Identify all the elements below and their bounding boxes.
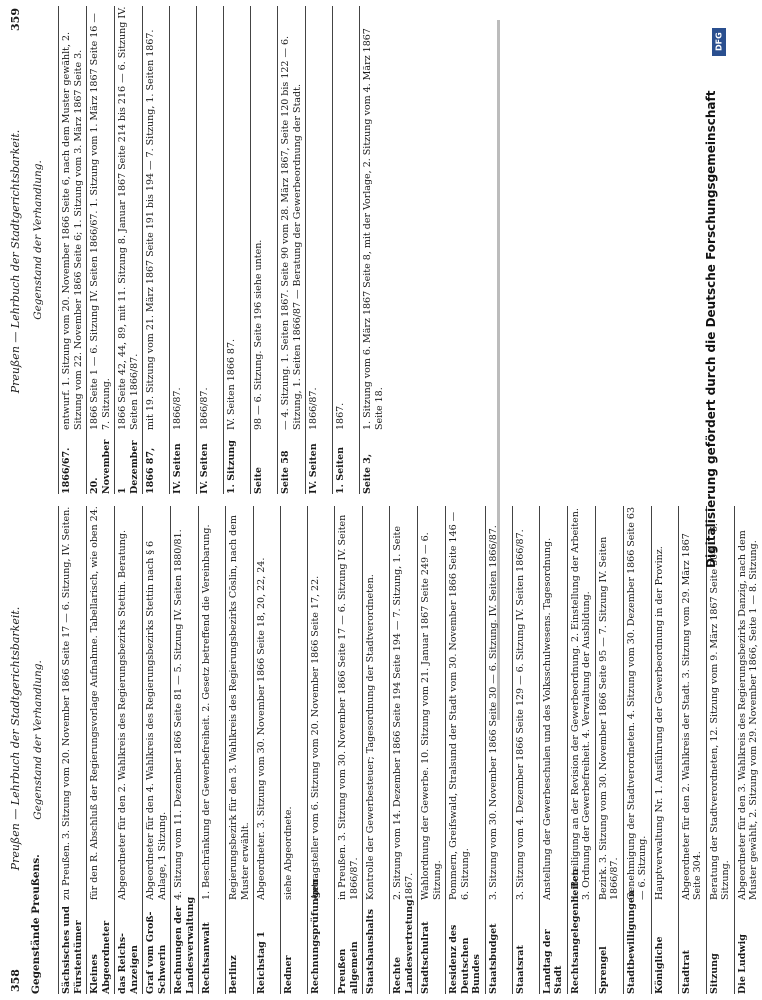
entry-label: Rechtsanwalt xyxy=(201,922,212,994)
entry-label: Graf vom Groß-Schwerin xyxy=(145,911,168,994)
entry-text: entwurf. 1. Sitzung vom 20. November 1866 Seite 6, nach dem Muster gewählt, 2. Sitzung vom 22. November 1866 Seite 6; 1. Sitzung vom 3. März 1867 Seite 3. xyxy=(61,31,84,430)
entry-label: 1. Seiten xyxy=(335,446,346,494)
entry-row xyxy=(277,6,305,494)
entry-row xyxy=(334,506,362,994)
entry-label: Sächsisches und Fürstentümer xyxy=(61,906,84,994)
entry-row xyxy=(307,506,334,994)
entry-row xyxy=(734,506,762,994)
entry-row xyxy=(223,6,250,494)
entry-text: 4. Sitzung vom 11. Dezember 1866 Seite 81 — 5. Sitzung IV. Seiten 1880/81. xyxy=(173,529,184,900)
entry-row xyxy=(58,506,86,994)
entry-label: Staatsbudget xyxy=(487,923,499,994)
entry-text: 1866/87. xyxy=(308,387,319,430)
entry-row xyxy=(445,506,485,994)
dfg-logo: DFG xyxy=(712,28,726,56)
entry-label: 1. Sitzung xyxy=(226,440,237,494)
entry-row xyxy=(567,506,595,994)
entry-text: Abgeordneter für den 4. Wahlkreis des Regierungsbezirks Stettin nach § 6 Anlage, 1 Sitzung. xyxy=(145,540,168,900)
entry-text: siehe Abgeordnete. xyxy=(283,806,294,900)
entry-label: Königliche xyxy=(653,936,665,994)
entry-row xyxy=(595,506,623,994)
entry-label: Residenz des Deutschen Bundes xyxy=(448,924,482,994)
entry-label: Landtag der Stadt xyxy=(541,929,564,994)
entry-text: Kontrolle der Gewerbesteuer; Tagesordnung der Stadtverordneten. xyxy=(365,574,376,900)
entry-text: Abgeordneter für den 3. Wahlkreis des Regierungsbezirks Danzig, nach dem Muster gewählt, 2. Sitzung vom 29. November 1866, Seite 1 — 8. Sitzung. xyxy=(736,530,759,900)
entry-text: zu Preußen. 3. Sitzung vom 20. November 1866 Seite 17 — 6. Sitzung, IV. Seiten. xyxy=(61,506,72,900)
entry-row xyxy=(225,506,253,994)
entry-row xyxy=(623,506,651,994)
entry-text: Pommern, Greifswald, Stralsund der Stadt vom 30. November 1866 Seite 146 — 6. Sitzung. xyxy=(448,511,471,900)
entry-text: Hauptverwaltung Nr. 1. Ausführung der Gewerbeordnung in der Provinz. xyxy=(653,546,665,900)
entry-text: 1. Beschränkung der Gewerbefreiheit. 2. Gesetz betreffend die Vereinbarung. xyxy=(201,524,212,900)
entry-row xyxy=(512,506,539,994)
entry-row xyxy=(58,6,86,494)
left-page xyxy=(0,500,759,1000)
dfg-stamp-text: Digitalisierung gefördert durch die Deutsche Forschungsgemeinschaft xyxy=(704,90,718,568)
right-running-head: Preußen — Lehrbuch der Stadtgerichtsbarkeit. xyxy=(8,129,22,394)
right-page xyxy=(0,0,730,500)
entry-text: für den R. Abschluß der Regierungsvorlage Aufnahme. Tabellarisch, wie oben 24. xyxy=(89,506,100,900)
entry-text: 1. Beteiligung an der Revision der Gewerbeordnung. 2. Einstellung der Arbeiten. 3. Ordnung der Gewerbefreiheit. 4. Verwaltung der Ausbildung. xyxy=(569,508,592,900)
entry-row xyxy=(678,506,706,994)
right-column-caption: Gegenstand der Verhandlung. xyxy=(32,160,44,320)
right-page-number: 359 xyxy=(8,8,22,31)
left-page-number: 358 xyxy=(8,969,22,992)
entry-text: in Preußen. 3. Sitzung vom 30. November 1866 Seite 17 — 6. Sitzung IV. Seiten 1866/87. xyxy=(337,514,360,900)
entry-row xyxy=(362,506,389,994)
entry-text: 1866 Seite 1 — 6. Sitzung IV. Seiten 1866/67. 1. Sitzung vom 1. März 1867 Seite 16 — 7. Sitzung. xyxy=(89,13,112,430)
entry-row xyxy=(280,506,307,994)
entry-row xyxy=(305,6,332,494)
entry-label: Stadtrat xyxy=(680,950,692,994)
entry-label: Preußen allgemein xyxy=(337,941,360,994)
entry-label: 1 Dezember xyxy=(117,440,140,494)
entry-label: Die Ludwig xyxy=(736,934,748,994)
entry-label: Redner xyxy=(283,955,294,994)
left-column-caption: Gegenstand der Verhandlung. xyxy=(32,660,44,820)
entry-row xyxy=(253,506,280,994)
entry-label: IV. Seiten xyxy=(308,443,319,494)
entry-row xyxy=(170,506,198,994)
entry-text: 1866/87. xyxy=(199,387,210,430)
entry-row xyxy=(142,6,169,494)
entry-text: Beratung der Stadtverordneten, 12. Sitzung vom 9. März 1867 Seite 304 — 6. Sitzung. xyxy=(708,523,731,900)
left-page-header xyxy=(6,508,24,992)
entry-label: Berlinz xyxy=(228,955,239,994)
left-side-caption: Gegenstände Preußens. xyxy=(30,854,42,994)
entry-text: Abgeordneter für den 2. Wahlkreis der Stadt. 3. Sitzung vom 29. März 1867 Seite 304. xyxy=(680,533,703,900)
entry-label: Sprengel xyxy=(597,946,609,994)
entry-text: 1866/87. xyxy=(172,387,183,430)
entry-text: Anstellung der Gewerbeschulen und des Volksschulwesens. Tagesordnung. xyxy=(541,537,553,900)
entry-row xyxy=(539,506,567,994)
entry-label: Seite 58 xyxy=(280,450,291,494)
entry-label: Kleines Abgeordneter xyxy=(89,920,112,994)
entry-text: Abgeordneter. 3. Sitzung vom 30. November 1866 Seite 18, 20, 22, 24. xyxy=(256,557,267,900)
entry-label: Seite xyxy=(253,467,264,494)
entry-row xyxy=(114,6,142,494)
entry-text: Regierungsbezirk für den 3. Wahlkreis des Regierungsbezirks Cöslin, nach dem Muster erwählt. xyxy=(228,515,251,900)
entry-label: Stadtbewilligungen xyxy=(625,890,637,994)
entry-row xyxy=(389,506,417,994)
entry-row xyxy=(196,6,223,494)
entry-text: 2. Sitzung vom 14. Dezember 1866 Seite 194 Seite 194 — 7. Sitzung, 1. Seite 1867. xyxy=(392,526,415,900)
left-running-head: Preußen — Lehrbuch der Stadtgerichtsbarkeit. xyxy=(8,606,22,871)
entry-text: 3. Sitzung vom 4. Dezember 1866 Seite 129 — 6. Sitzung IV. Seiten 1866/87. xyxy=(514,529,526,900)
entry-text: 1867. xyxy=(335,402,346,430)
right-entries xyxy=(58,6,387,494)
right-page-header xyxy=(6,8,24,492)
entry-row xyxy=(250,6,277,494)
entry-row xyxy=(359,6,387,494)
entry-row xyxy=(86,506,114,994)
entry-label: 1866 87, xyxy=(145,447,156,494)
entry-label: Rechnungen der Landesverwaltung xyxy=(173,896,196,994)
entry-label: 20. November xyxy=(89,439,112,494)
entry-text: Wahlordnung der Gewerbe. 10. Sitzung vom 21. Januar 1867 Seite 249 — 6. Sitzung. xyxy=(420,532,443,900)
left-entries xyxy=(58,506,762,994)
entry-text: Genehmigung der Stadtverordneten. 4. Sitzung vom 30. Dezember 1866 Seite 63 — 6. Sitzung. xyxy=(625,507,648,900)
entry-label: Staatsrat xyxy=(514,945,526,994)
entry-text: 3. Sitzung vom 30. November 1866 Seite 30 — 6. Sitzung. IV. Seiten 1866/87. xyxy=(487,525,499,900)
entry-label: Sitzung xyxy=(708,953,720,994)
entry-row xyxy=(485,506,512,994)
entry-label: Seite 3, xyxy=(362,453,373,494)
entry-label: Rechnungsprüfungen xyxy=(310,878,321,994)
entry-label: Rechte Landesvertretung xyxy=(392,899,415,994)
entry-row xyxy=(651,506,678,994)
entry-row xyxy=(417,506,445,994)
entry-text: Antragsteller vom 6. Sitzung vom 20. November 1866 Seite 17, 22. xyxy=(310,575,321,900)
entry-text: mit 19. Sitzung vom 21. März 1867 Seite 191 bis 194 — 7. Sitzung, 1. Seiten 1867. xyxy=(145,29,156,430)
entry-text: — 4. Sitzung. 1. Seiten 1867. Seite 90 vom 28. März 1867, Seite 120 bis 122 — 6. Sitzung, 1. Seiten 1866/87 — Beratung der Gewerbeordnung der Stadt. xyxy=(280,35,303,430)
entry-label: Stadtschulrat xyxy=(420,921,431,994)
entry-row xyxy=(198,506,225,994)
entry-row xyxy=(142,506,170,994)
entry-text: IV. Seiten 1866 87. xyxy=(226,338,237,430)
entry-text: 1. Sitzung vom 6. März 1867 Seite 8, mit der Vorlage, 2. Sitzung vom 4. März 1867 Seite 18. xyxy=(362,28,385,430)
entry-text: Abgeordneter für den 2. Wahlkreis des Regierungsbezirks Stettin. Beratung. xyxy=(117,530,128,900)
dfg-stamp xyxy=(704,28,728,588)
entry-row xyxy=(332,6,359,494)
entry-row xyxy=(86,6,114,494)
entry-label: 1866/67. xyxy=(61,447,72,494)
entry-label: Staatshaushalts xyxy=(365,908,376,994)
entry-label: das Reichs-Anzeigen xyxy=(117,933,140,994)
entry-row xyxy=(169,6,196,494)
entry-label: IV. Seiten xyxy=(172,443,183,494)
entry-label: IV. Seiten xyxy=(199,443,210,494)
entry-text: 1866 Seite 42, 44, 89, mit 11. Sitzung 8. Januar 1867 Seite 214 bis 216 — 6. Sitzung IV. Seiten 1866/87. xyxy=(117,6,140,430)
entry-label: Reichstag 1 xyxy=(256,931,267,994)
entry-text: Bezirk. 3. Sitzung vom 30. November 1866 Seite 95 — 7. Sitzung IV. Seiten 1866/87. xyxy=(597,536,620,900)
entry-text: 98 — 6. Sitzung. Seite 196 siehe unten. xyxy=(253,239,264,430)
entry-label: Rechtsangelegenheiten xyxy=(569,868,581,994)
entry-row xyxy=(114,506,142,994)
